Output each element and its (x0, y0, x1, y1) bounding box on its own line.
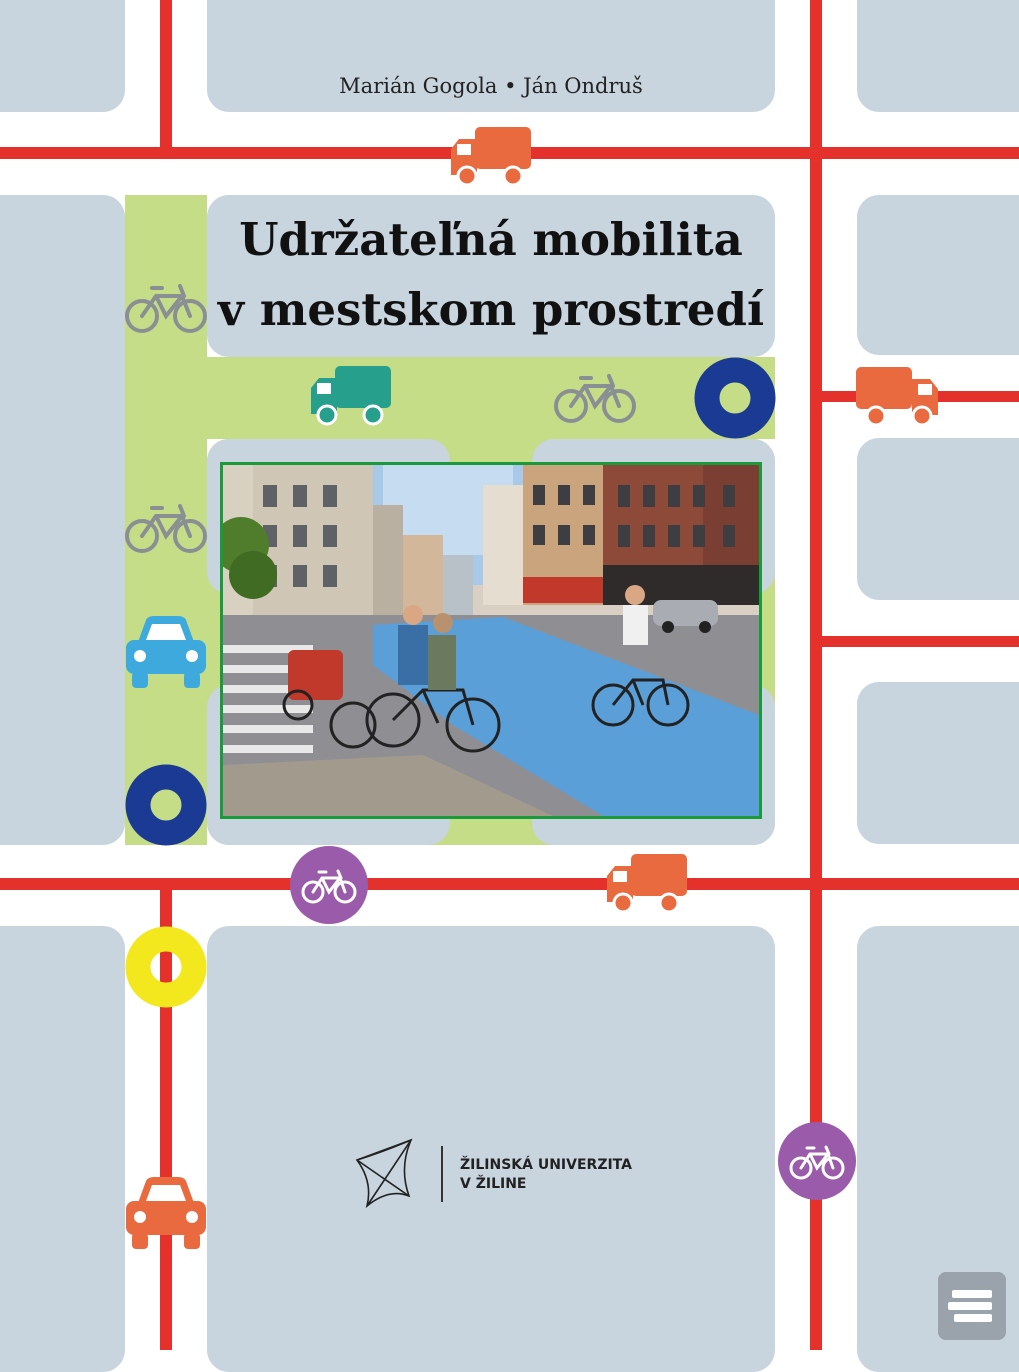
road-horizontal (810, 636, 1019, 647)
truck-icon (605, 854, 689, 914)
city-block (857, 438, 1019, 600)
bicycle-icon (553, 372, 637, 424)
title-line-2: v mestskom prostredí (217, 283, 765, 336)
blue-ring-icon (694, 357, 776, 439)
truck-icon (449, 127, 533, 187)
publisher-name (460, 1156, 632, 1194)
city-block (857, 195, 1019, 355)
car-icon (124, 614, 208, 690)
street-photo (223, 465, 759, 816)
title-box (207, 195, 775, 357)
publisher-name-line-2: V ŽILINE (460, 1176, 527, 1192)
road-horizontal (0, 878, 1019, 890)
bike-badge-icon (288, 844, 370, 926)
blue-ring-icon (125, 764, 207, 846)
city-block (0, 0, 125, 112)
authors: Marián Gogola • Ján Ondruš (339, 74, 643, 98)
bicycle-icon (124, 282, 208, 334)
bicycle-icon (124, 502, 208, 554)
cover-photo (220, 462, 762, 819)
university-logo-icon (353, 1138, 425, 1210)
city-block (857, 0, 1019, 112)
park-area (207, 357, 775, 439)
title-line-1: Udržateľná mobilita (239, 213, 743, 266)
truck-icon (309, 366, 393, 426)
bike-badge-icon (776, 1120, 858, 1202)
city-block (0, 195, 125, 845)
road-vertical (160, 0, 172, 153)
truck-icon (856, 367, 940, 427)
book-stack-icon (938, 1272, 1006, 1340)
city-block (0, 926, 125, 1372)
publisher-name-line-1: ŽILINSKÁ UNIVERZITA (460, 1157, 632, 1173)
city-block (207, 926, 775, 1372)
logo-divider (441, 1146, 443, 1202)
car-icon (124, 1175, 208, 1251)
yellow-ring-icon (125, 926, 207, 1008)
city-block (857, 682, 1019, 844)
